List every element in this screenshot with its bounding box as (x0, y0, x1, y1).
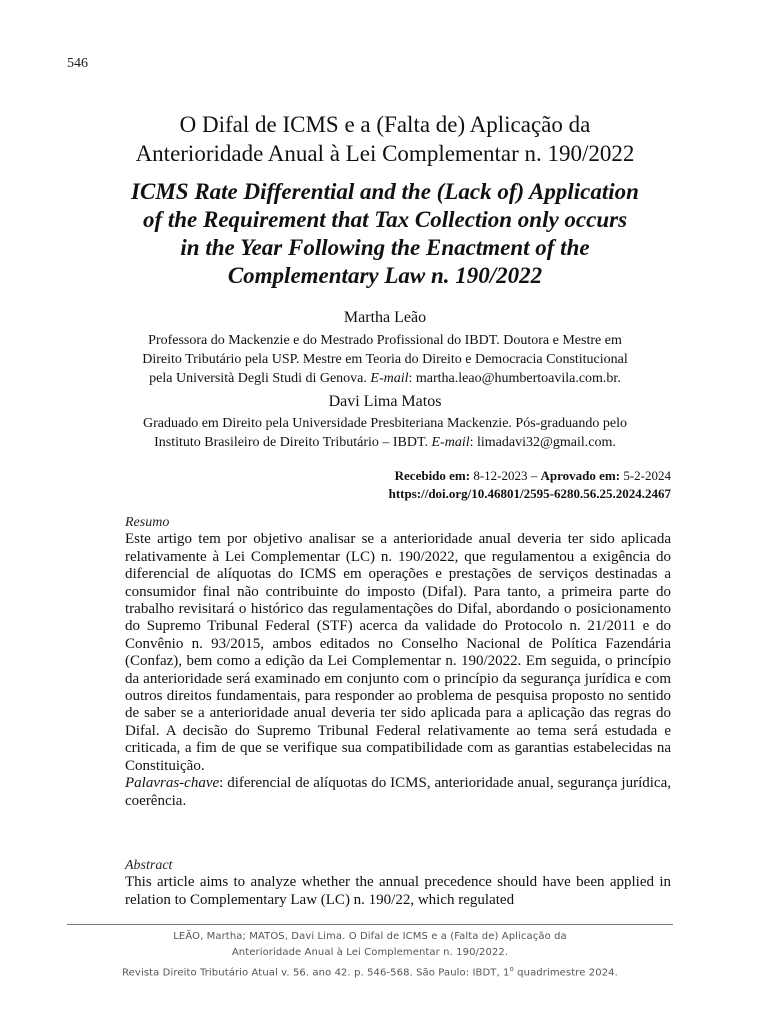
email-label: E-mail (370, 371, 409, 386)
author-bio-line: Professora do Mackenzie e do Mestrado Profissional do IBDT. Doutora e Mestre em (148, 333, 622, 348)
footer-divider (67, 924, 673, 925)
resumo-label: Resumo (125, 515, 170, 530)
abstract-section (125, 857, 671, 909)
resumo-text: Este artigo tem por objetivo analisar se a anterioridade anual deveria ter sido aplicada relativamente à Lei Complementar (LC) n. 190/2022, que regulamentou a exigência do diferencial de alíquotas do ICMS em operações e prestações de serviços destinadas a consumidor final não contribuinte do imposto (Difal). Para tanto, a primeira parte do trabalho revisitará o histórico das regulamentações do Difal, abordando o posicionamento do Supremo Tribunal Federal (STF) acerca da validade do Protocolo n. 21/2011 e do Convênio n. 93/2015, ambos editados no Conselho Nacional de Política Fazendária (Confaz), bem como a edição da Lei Complementar n. 190/2022. Em seguida, o princípio da anterioridade será examinado em conjunto com o princípio da segurança jurídica e com outros direitos fundamentais, para responder ao problema de pesquisa proposto no sentido de saber se a anterioridade anual deveria ter sido aplicada para a aplicação das regras do Difal. A decisão do Supremo Tribunal Federal relativamente ao tema será estudada e criticada, a fim de que se verifique sua compatibilidade com as garantias estabelecidas na Constituição. (125, 531, 671, 774)
author-bio-text: pela Università Degli Studi di Genova. (149, 371, 371, 386)
title-en-line: in the Year Following the Enactment of the (180, 235, 590, 260)
title-en-line: of the Requirement that Tax Collection only occurs (142, 207, 628, 232)
author-bio-line (60, 369, 710, 388)
submission-dates (389, 467, 671, 503)
author-bio (60, 331, 710, 388)
received-label: Recebido em: (394, 468, 471, 483)
author-bio (60, 414, 710, 452)
page-number: 546 (67, 56, 88, 71)
footer-line (60, 961, 680, 981)
approved-date: 5-2-2024 (620, 468, 671, 483)
abstract-text: This article aims to analyze whether the annual precedence should have been applied in relation to Complementary Law (LC) n. 190/22, which regulated (125, 874, 671, 908)
author-bio-line (60, 433, 710, 452)
doi-text[interactable]: https://doi.org/10.46801/2595-6280.56.25.2024.2467 (388, 486, 671, 501)
email-label: E-mail (431, 435, 470, 450)
abstract-label: Abstract (125, 858, 173, 873)
footer-text: quadrimestre 2024. (513, 967, 618, 979)
author-bio-line: Graduado em Direito pela Universidade Presbiteriana Mackenzie. Pós-graduando pelo (143, 416, 627, 431)
author-email[interactable]: : martha.leao@humbertoavila.com.br. (408, 371, 621, 386)
author-name: Martha Leão (343, 309, 427, 326)
footer-ordinal: o (509, 965, 514, 973)
title-en-line: ICMS Rate Differential and the (Lack of) Application (131, 179, 639, 204)
footer-line: Anterioridade Anual à Lei Complementar n. 190/2022. (231, 947, 509, 958)
approved-label: Aprovado em: (540, 468, 621, 483)
title-portuguese (60, 110, 710, 168)
title-pt-line: Anterioridade Anual à Lei Complementar n. 190/2022 (135, 141, 635, 166)
dates-line (389, 467, 671, 485)
citation-footer (60, 929, 680, 981)
author-email[interactable]: : limadavi32@gmail.com. (469, 435, 616, 450)
resumo-keywords (125, 775, 671, 810)
author-bio-text: Instituto Brasileiro de Direito Tributário – IBDT. (154, 435, 432, 450)
received-date: 8-12-2023 – (470, 468, 541, 483)
footer-text: Revista Direito Tributário Atual v. 56. ano 42. p. 546-568. São Paulo: IBDT, 1 (122, 967, 510, 979)
resumo-section (125, 514, 671, 810)
keywords-text: : diferencial de alíquotas do ICMS, anterioridade anual, segurança jurídica, coerência. (125, 775, 671, 809)
title-english (60, 178, 710, 290)
author-bio-line: Direito Tributário pela USP. Mestre em Teoria do Direito e Democracia Constitucional (142, 352, 628, 367)
doi-link[interactable] (389, 485, 671, 503)
author-name: Davi Lima Matos (328, 393, 442, 410)
keywords-label: Palavras-chave (125, 775, 220, 792)
title-pt-line: O Difal de ICMS e a (Falta de) Aplicação da (179, 112, 591, 137)
title-en-line: Complementary Law n. 190/2022 (227, 263, 543, 288)
footer-line: LEÃO, Martha; MATOS, Davi Lima. O Difal de ICMS e a (Falta de) Aplicação da (173, 931, 567, 942)
